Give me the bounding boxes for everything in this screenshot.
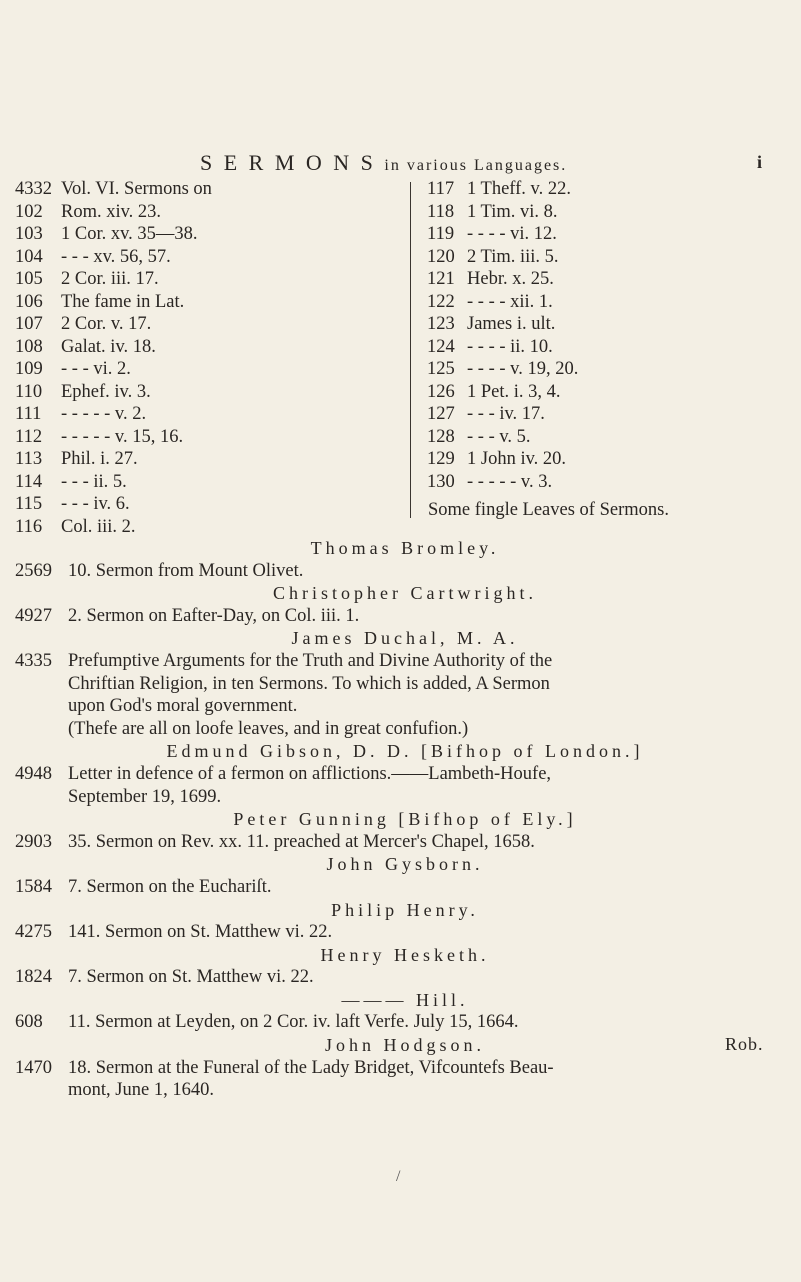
item-number: 120 — [427, 246, 455, 267]
catchword: Rob. — [725, 1034, 764, 1054]
list-item — [15, 201, 212, 224]
catalog-entry — [15, 921, 795, 944]
item-text: - - - vi. 2. — [61, 359, 131, 379]
list-item — [15, 358, 212, 381]
list-item — [15, 448, 212, 471]
item-number: 114 — [15, 471, 43, 492]
item-text: 1 Pet. i. 3, 4. — [467, 381, 561, 402]
item-number: 118 — [427, 201, 455, 222]
item-text: 1 Theff. v. 22. — [467, 179, 571, 199]
catalog-entry — [15, 763, 795, 786]
item-number: 126 — [427, 381, 455, 402]
item-text: James i. ult. — [467, 314, 556, 334]
item-text: Rom. xiv. 23. — [61, 201, 162, 222]
author-heading: ——— Hill. — [341, 989, 469, 1010]
catalog-entry — [15, 831, 795, 854]
entry-continuation: September 19, 1699. — [68, 786, 222, 807]
entry-number: 4927 — [15, 605, 52, 626]
item-text: Col. iii. 2. — [61, 516, 136, 537]
entry-text: 11. Sermon at Leyden, on 2 Cor. iv. laft Verfe. July 15, 1664. — [68, 1012, 519, 1033]
item-text: - - - - - v. 2. — [61, 404, 147, 424]
item-number: 107 — [15, 314, 43, 334]
item-number: 117 — [427, 179, 455, 199]
list-item — [15, 291, 212, 314]
list-item — [427, 313, 578, 336]
item-text: Hebr. x. 25. — [467, 269, 554, 289]
author-heading: James Duchal, M. A. — [291, 628, 519, 649]
entry-text: 18. Sermon at the Funeral of the Lady Bridget, Vifcountefs Beau- — [68, 1057, 554, 1078]
item-text: 1 Tim. vi. 8. — [467, 201, 558, 222]
column-divider — [410, 182, 411, 518]
author-heading: Christopher Cartwright. — [273, 583, 537, 604]
author-heading: Peter Gunning [Bifhop of Ely.] — [233, 809, 577, 830]
author-heading: John Gysborn. — [326, 854, 484, 875]
list-item — [15, 268, 212, 291]
list-item — [427, 358, 578, 381]
item-text: - - - iv. 17. — [467, 404, 545, 424]
list-item — [427, 246, 578, 269]
author-heading: Philip Henry. — [331, 899, 479, 920]
item-text: - - - - vi. 12. — [467, 224, 557, 244]
item-number: 111 — [15, 404, 42, 424]
list-item — [427, 291, 578, 314]
list-item — [15, 516, 212, 539]
list-item — [15, 336, 212, 359]
item-number: 124 — [427, 336, 455, 357]
entry-continuation: (Thefe are all on loofe leaves, and in great confufion.) — [68, 718, 469, 739]
entry-number: 4948 — [15, 763, 52, 784]
item-text: 1 Cor. xv. 35—38. — [61, 224, 198, 244]
list-item — [427, 403, 578, 426]
author-entries — [15, 537, 795, 1102]
catalog-entry — [15, 560, 795, 583]
item-text: Vol. VI. Sermons on — [61, 179, 212, 199]
item-text: - - - iv. 6. — [61, 494, 130, 514]
item-number: 128 — [427, 426, 455, 447]
catalog-entry — [15, 650, 795, 673]
item-text: - - - - v. 19, 20. — [467, 359, 579, 379]
item-text: - - - - xii. 1. — [467, 291, 553, 312]
item-number: 108 — [15, 336, 43, 357]
header-title-caps: S E R M O N S — [200, 150, 376, 175]
item-number: 102 — [15, 201, 43, 222]
item-text: 2 Cor. v. 17. — [61, 314, 152, 334]
header-title-rest: in various Languages. — [384, 157, 568, 174]
catalog-entry — [15, 605, 795, 628]
signature-mark: i — [757, 152, 763, 172]
item-number: 115 — [15, 494, 43, 514]
item-number: 4332 — [15, 179, 52, 199]
entry-continuation: mont, June 1, 1640. — [68, 1080, 214, 1101]
entry-number: 4275 — [15, 922, 52, 943]
list-item — [427, 336, 578, 359]
entry-text: 35. Sermon on Rev. xx. 11. preached at Mercer's Chapel, 1658. — [68, 831, 535, 852]
entry-number: 4335 — [15, 650, 52, 671]
catalog-entry — [15, 966, 795, 989]
list-item — [427, 223, 578, 246]
item-number: 104 — [15, 246, 43, 267]
entry-number: 1584 — [15, 876, 52, 897]
right-column-footer: Some fingle Leaves of Sermons. — [428, 500, 669, 520]
item-number: 112 — [15, 426, 43, 447]
item-number: 116 — [15, 516, 43, 537]
item-number: 119 — [427, 224, 455, 244]
author-heading: Henry Hesketh. — [320, 944, 490, 965]
left-column-list — [15, 178, 212, 538]
item-text: - - - - - v. 15, 16. — [61, 426, 184, 447]
item-number: 121 — [427, 269, 455, 289]
list-item — [427, 471, 578, 494]
item-number: 113 — [15, 449, 43, 469]
entry-text: 2. Sermon on Eafter-Day, on Col. iii. 1. — [68, 605, 360, 626]
item-text: The fame in Lat. — [61, 291, 185, 312]
right-column-list — [427, 178, 578, 493]
catalog-entry — [15, 876, 795, 899]
item-number: 109 — [15, 359, 43, 379]
list-item — [15, 223, 212, 246]
item-text: 1 John iv. 20. — [467, 449, 567, 469]
list-item — [427, 426, 578, 449]
list-item — [427, 178, 578, 201]
item-number: 129 — [427, 449, 455, 469]
entry-text: Letter in defence of a fermon on afflictions.——Lambeth-Houfe, — [68, 763, 552, 784]
item-text: - - - - - v. 3. — [467, 471, 553, 492]
list-item — [427, 381, 578, 404]
entry-text: 7. Sermon on the Euchariſt. — [68, 876, 272, 897]
page-mark: / — [396, 1168, 401, 1185]
entry-number: 1824 — [15, 967, 52, 988]
item-text: Ephef. iv. 3. — [61, 381, 151, 402]
item-number: 105 — [15, 269, 43, 289]
item-number: 125 — [427, 359, 455, 379]
item-text: Galat. iv. 18. — [61, 336, 156, 357]
author-heading: John Hodgson. — [324, 1035, 485, 1056]
list-item — [427, 201, 578, 224]
list-item — [15, 381, 212, 404]
item-text: - - - - ii. 10. — [467, 336, 553, 357]
list-item — [427, 268, 578, 291]
item-text: - - - ii. 5. — [61, 471, 127, 492]
item-number: 122 — [427, 291, 455, 312]
entry-number: 1470 — [15, 1057, 52, 1078]
list-item — [15, 178, 212, 201]
entry-continuation: upon God's moral government. — [68, 696, 298, 717]
item-number: 110 — [15, 381, 43, 402]
item-text: Phil. i. 27. — [61, 449, 138, 469]
entry-number: 2903 — [15, 831, 52, 852]
author-heading: Edmund Gibson, D. D. [Bifhop of London.] — [166, 741, 644, 762]
entry-number: 2569 — [15, 560, 52, 581]
item-number: 103 — [15, 224, 43, 244]
item-number: 123 — [427, 314, 455, 334]
entry-text: 7. Sermon on St. Matthew vi. 22. — [68, 967, 314, 988]
entry-number: 608 — [15, 1012, 43, 1033]
item-number: 106 — [15, 291, 43, 312]
item-text: 2 Tim. iii. 5. — [467, 246, 559, 267]
entry-text: Prefumptive Arguments for the Truth and Divine Authority of the — [68, 650, 553, 671]
entry-text: 141. Sermon on St. Matthew vi. 22. — [68, 922, 333, 943]
catalog-entry — [15, 1057, 795, 1080]
item-number: 127 — [427, 404, 455, 424]
item-text: - - - v. 5. — [467, 426, 531, 447]
list-item — [15, 426, 212, 449]
list-item — [15, 246, 212, 269]
list-item — [15, 313, 212, 336]
entry-text: 10. Sermon from Mount Olivet. — [68, 560, 304, 581]
list-item — [15, 493, 212, 516]
list-item — [15, 471, 212, 494]
entry-continuation: Chriftian Religion, in ten Sermons. To which is added, A Sermon — [68, 673, 550, 694]
item-text: 2 Cor. iii. 17. — [61, 269, 159, 289]
item-text: - - - xv. 56, 57. — [61, 246, 171, 267]
item-number: 130 — [427, 471, 455, 492]
author-heading: Thomas Bromley. — [310, 538, 500, 558]
catalog-entry — [15, 1011, 795, 1034]
running-header — [200, 150, 670, 176]
list-item — [427, 448, 578, 471]
list-item — [15, 403, 212, 426]
